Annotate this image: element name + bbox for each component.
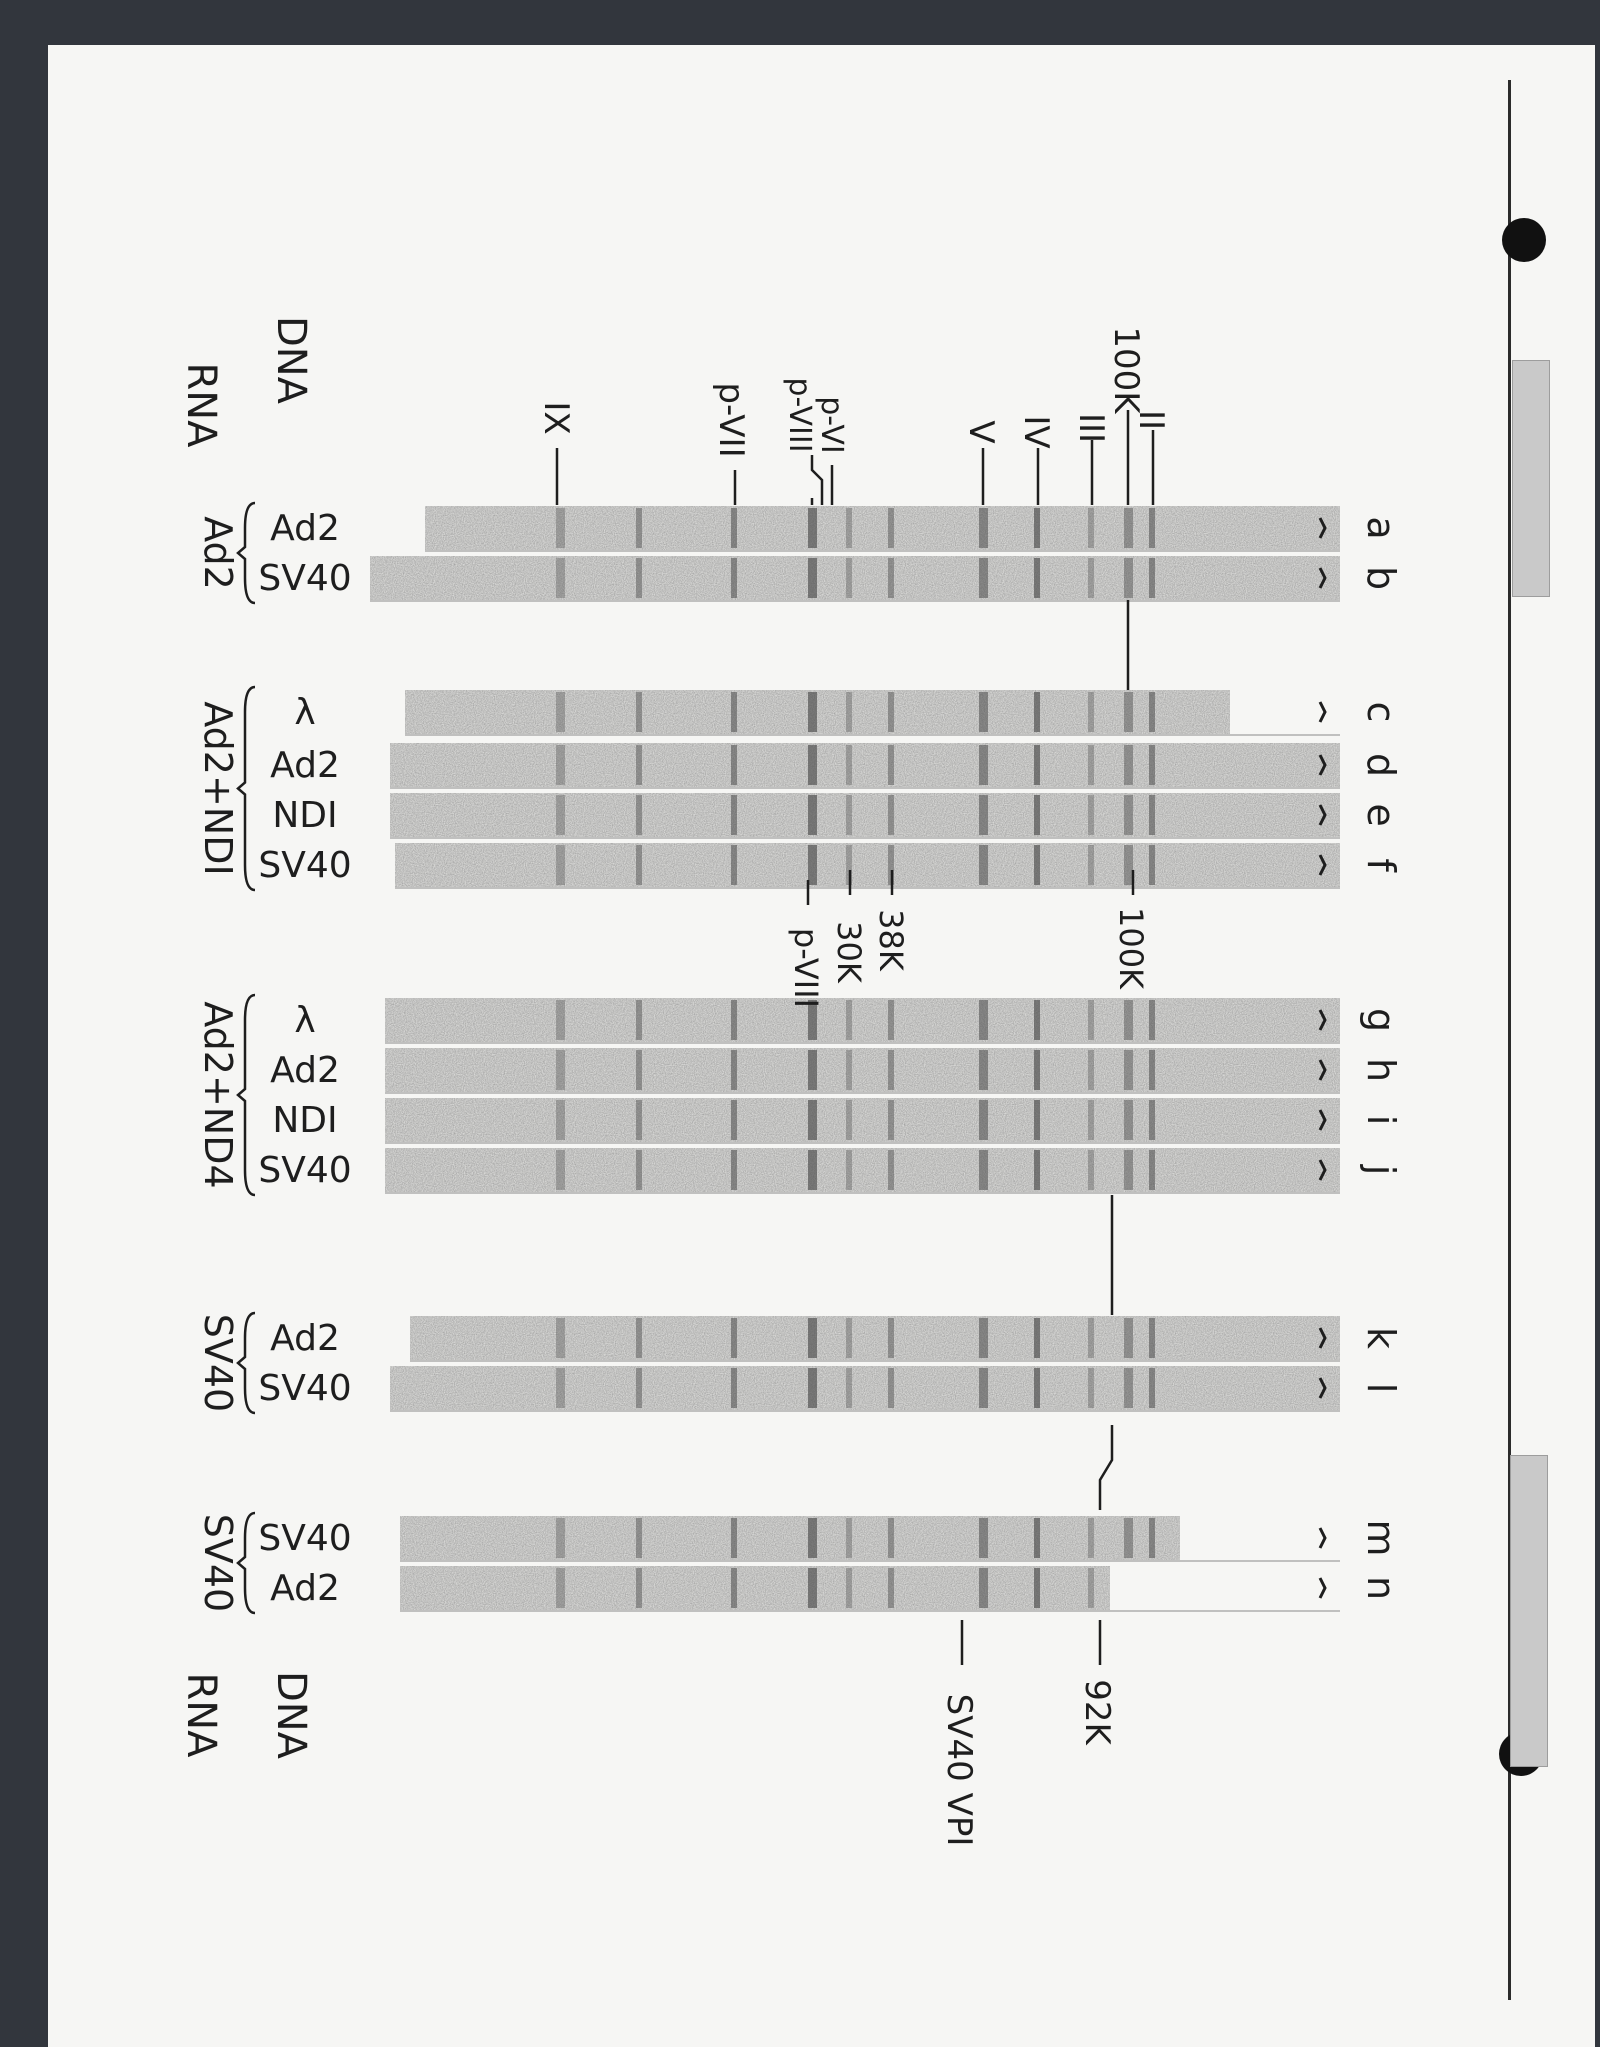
gel-band <box>808 508 817 548</box>
gel-band <box>846 508 852 548</box>
gel-band <box>1149 1368 1155 1408</box>
gel-band <box>808 1368 817 1408</box>
gel-band <box>808 692 817 732</box>
gel-band <box>888 1368 894 1408</box>
gel-band <box>1034 1518 1040 1558</box>
gel-band <box>979 1050 988 1090</box>
lane-letter: g <box>1359 1007 1403 1033</box>
marker-ii: II <box>1131 409 1171 431</box>
gel-band <box>1034 1100 1040 1140</box>
gel-lane-grain <box>395 843 1340 887</box>
gel-band <box>1034 1150 1040 1190</box>
gel-lane-grain <box>400 1566 1110 1610</box>
gel-band <box>1124 1050 1133 1090</box>
dna-probe-label: SV40 <box>258 1518 352 1559</box>
gel-band <box>1088 1568 1094 1608</box>
gel-band <box>731 1150 737 1190</box>
lane-letter: b <box>1359 565 1403 591</box>
gel-lane-grain <box>405 690 1230 734</box>
gel-band <box>979 1368 988 1408</box>
gel-band <box>556 1150 565 1190</box>
gel-band <box>979 795 988 835</box>
gel-band <box>1088 845 1094 885</box>
lane-letter: k <box>1359 1326 1403 1350</box>
dna-probe-label: NDI <box>272 795 338 836</box>
gel-band <box>846 795 852 835</box>
gel-band <box>731 1100 737 1140</box>
gel-band <box>979 692 988 732</box>
lane-letter: c <box>1359 701 1403 723</box>
lane-letter: l <box>1359 1382 1403 1394</box>
marker-iv: IV <box>1016 415 1056 449</box>
gel-band <box>1088 1318 1094 1358</box>
gel-band <box>731 795 737 835</box>
marker-92k: 92K <box>1077 1679 1117 1745</box>
gel-lane-grain <box>385 1098 1340 1142</box>
gel-band <box>1149 845 1155 885</box>
gel-band <box>731 745 737 785</box>
rna-group-label: Ad2+NDI <box>196 701 240 876</box>
gel-band <box>1149 1150 1155 1190</box>
marker-38k: 38K <box>872 909 910 971</box>
rna-group-label: Ad2+ND4 <box>196 1001 240 1189</box>
gel-band <box>731 845 737 885</box>
gel-band <box>979 745 988 785</box>
dna-probe-label: SV40 <box>258 558 352 599</box>
gel-band <box>979 1568 988 1608</box>
gel-band <box>808 1050 817 1090</box>
rna-group-label: SV40 <box>196 1313 240 1413</box>
gel-band <box>556 795 565 835</box>
gel-band <box>888 795 894 835</box>
marker-p-viii-mid: p-VIII <box>787 927 825 1009</box>
dna-probe-label: Ad2 <box>270 745 340 786</box>
gel-band <box>846 1568 852 1608</box>
gel-band <box>556 558 565 598</box>
gel-band <box>1034 1050 1040 1090</box>
dna-probe-label: SV40 <box>258 1150 352 1191</box>
gel-band <box>1088 1150 1094 1190</box>
gel-band <box>888 692 894 732</box>
gel-band <box>1088 1000 1094 1040</box>
gel-band <box>636 1100 642 1140</box>
gel-band <box>1034 508 1040 548</box>
rna-group-label: SV40 <box>196 1513 240 1613</box>
gel-band <box>636 745 642 785</box>
gel-band <box>636 1050 642 1090</box>
dna-probe-label: SV40 <box>258 1368 352 1409</box>
gel-band <box>1034 558 1040 598</box>
gel-band <box>636 1150 642 1190</box>
gel-band <box>556 1000 565 1040</box>
header-rna-label: RNA <box>178 362 224 448</box>
marker-ix: IX <box>536 401 576 435</box>
marker-30k: 30K <box>830 921 868 983</box>
gel-band <box>1149 1318 1155 1358</box>
gel-lane-grain <box>390 743 1340 787</box>
dna-probe-label: SV40 <box>258 845 352 886</box>
gel-band <box>636 508 642 548</box>
gel-band <box>1149 795 1155 835</box>
gel-band <box>979 1318 988 1358</box>
gel-band <box>1124 795 1133 835</box>
lane-letter: h <box>1359 1057 1403 1083</box>
gel-band <box>1034 1568 1040 1608</box>
gel-band <box>1034 1368 1040 1408</box>
origin-mark <box>1320 702 1325 722</box>
bottom-marker-lines <box>962 1620 1100 1665</box>
gel-band <box>1034 692 1040 732</box>
gel-band <box>1149 1518 1155 1558</box>
gel-lane-grain <box>385 1148 1340 1192</box>
gel-lane-grain <box>385 998 1340 1042</box>
gel-band <box>636 1568 642 1608</box>
gel-band <box>731 1050 737 1090</box>
gel-band <box>1124 845 1133 885</box>
gel-band <box>1149 1050 1155 1090</box>
gel-lane-grain <box>410 1316 1340 1360</box>
gel-band <box>846 1518 852 1558</box>
marker-sv40-vpi: SV40 VPI <box>939 1693 979 1847</box>
gel-band <box>556 1050 565 1090</box>
gel-band <box>846 1000 852 1040</box>
footer-rna-label: RNA <box>178 1672 224 1758</box>
gel-band <box>1034 845 1040 885</box>
gel-band <box>1088 745 1094 785</box>
gel-band <box>1124 745 1133 785</box>
gel-band <box>979 558 988 598</box>
gel-band <box>846 558 852 598</box>
marker-v: V <box>961 420 1001 444</box>
gel-band <box>556 692 565 732</box>
dna-probe-label: Ad2 <box>270 1318 340 1359</box>
gel-band <box>556 1318 565 1358</box>
gel-band <box>1124 508 1133 548</box>
gel-band <box>888 1000 894 1040</box>
footer-dna-label: DNA <box>268 1670 314 1760</box>
lane-letter: d <box>1359 752 1403 778</box>
gel-band <box>1124 1368 1133 1408</box>
gel-band <box>1124 558 1133 598</box>
gel-band <box>979 845 988 885</box>
header-dna-label: DNA <box>268 315 314 405</box>
gel-band <box>556 1518 565 1558</box>
gel-band <box>1088 1368 1094 1408</box>
gel-band <box>556 745 565 785</box>
gel-band <box>888 1150 894 1190</box>
dna-probe-label: NDI <box>272 1100 338 1141</box>
gel-band <box>1088 558 1094 598</box>
gel-band <box>556 1568 565 1608</box>
gel-lane-grain <box>400 1516 1180 1560</box>
dna-probe-label: λ <box>294 692 316 733</box>
origin-mark <box>1320 1528 1325 1548</box>
gel-band <box>888 1568 894 1608</box>
gel-band <box>1149 692 1155 732</box>
gel-band <box>979 1150 988 1190</box>
gel-band <box>1088 795 1094 835</box>
gel-band <box>636 1518 642 1558</box>
gel-band <box>846 1150 852 1190</box>
gel-band <box>731 1318 737 1358</box>
gel-band <box>808 1100 817 1140</box>
gel-band <box>1149 745 1155 785</box>
gel-band <box>979 1100 988 1140</box>
marker-iii: III <box>1071 412 1111 444</box>
gel-lane-grain <box>385 1048 1340 1092</box>
gel-band <box>846 1318 852 1358</box>
gel-band <box>1034 1318 1040 1358</box>
gel-band <box>888 1100 894 1140</box>
marker-100k-mid: 100K <box>1112 906 1150 990</box>
gel-band <box>846 692 852 732</box>
gel-band <box>888 1518 894 1558</box>
gel-band <box>636 795 642 835</box>
marker-p-vi: p-VI <box>814 396 849 454</box>
gel-band <box>636 558 642 598</box>
gel-band <box>808 558 817 598</box>
gel-band <box>1149 508 1155 548</box>
gel-band <box>1124 1000 1133 1040</box>
gel-band <box>1124 692 1133 732</box>
gel-band <box>636 1368 642 1408</box>
gel-band <box>1088 1100 1094 1140</box>
dna-probe-label: λ <box>294 1000 316 1041</box>
gel-band <box>1088 692 1094 732</box>
gel-band <box>1034 745 1040 785</box>
gel-band <box>1034 1000 1040 1040</box>
gel-band <box>556 508 565 548</box>
gel-band <box>888 1050 894 1090</box>
gel-band <box>1088 1050 1094 1090</box>
gel-band <box>846 1100 852 1140</box>
origin-mark <box>1320 1578 1325 1598</box>
gel-band <box>556 1368 565 1408</box>
gel-band <box>808 1318 817 1358</box>
lane-letter: a <box>1359 516 1403 540</box>
gel-band <box>1124 1150 1133 1190</box>
lane-letter: n <box>1359 1575 1403 1601</box>
gel-band <box>808 1568 817 1608</box>
marker-p-vii: p-VII <box>711 382 751 458</box>
dna-probe-label: Ad2 <box>270 1568 340 1609</box>
gel-band <box>636 1318 642 1358</box>
rna-group-label: Ad2 <box>196 516 240 590</box>
gel-band <box>979 1518 988 1558</box>
gel-band <box>731 1368 737 1408</box>
gel-band <box>888 745 894 785</box>
marker-100k-top: 100K <box>1106 326 1146 414</box>
gel-band <box>979 508 988 548</box>
gel-lane-grain <box>390 1366 1340 1410</box>
gel-band <box>556 845 565 885</box>
gel-band <box>1124 1100 1133 1140</box>
lane-letter: m <box>1359 1519 1403 1557</box>
gel-band <box>731 692 737 732</box>
gel-band <box>888 1318 894 1358</box>
lane-letter: i <box>1359 1114 1403 1126</box>
gel-band <box>731 508 737 548</box>
gel-band <box>556 1100 565 1140</box>
gel-band <box>636 845 642 885</box>
gel-band <box>846 1368 852 1408</box>
gel-band <box>1149 1100 1155 1140</box>
gel-lane-grain <box>390 793 1340 837</box>
gel-band <box>808 745 817 785</box>
gel-band <box>808 1150 817 1190</box>
gel-band <box>888 558 894 598</box>
gel-band <box>1034 795 1040 835</box>
gel-band <box>846 745 852 785</box>
gel-band <box>731 558 737 598</box>
gel-band <box>731 1000 737 1040</box>
gel-band <box>731 1518 737 1558</box>
gel-band <box>1088 1518 1094 1558</box>
lane-letter: f <box>1359 858 1403 872</box>
gel-lanes <box>370 506 1340 1611</box>
lane-letter: j <box>1359 1164 1403 1176</box>
gel-band <box>1124 1518 1133 1558</box>
gel-lane-grain <box>370 556 1340 600</box>
gel-band <box>808 795 817 835</box>
gel-band <box>1124 1318 1133 1358</box>
gel-band <box>731 1568 737 1608</box>
gel-band <box>979 1000 988 1040</box>
gel-band <box>1088 508 1094 548</box>
gel-band <box>808 1518 817 1558</box>
gel-band <box>1149 1000 1155 1040</box>
gel-band <box>808 845 817 885</box>
dna-probe-label: Ad2 <box>270 1050 340 1091</box>
lane-letter: e <box>1359 803 1403 827</box>
dna-probe-label: Ad2 <box>270 508 340 549</box>
gel-band <box>1149 558 1155 598</box>
gel-band <box>888 508 894 548</box>
gel-band <box>846 1050 852 1090</box>
gel-band <box>636 692 642 732</box>
gel-band <box>636 1000 642 1040</box>
marker-p-viii: p-VIII <box>782 377 817 453</box>
